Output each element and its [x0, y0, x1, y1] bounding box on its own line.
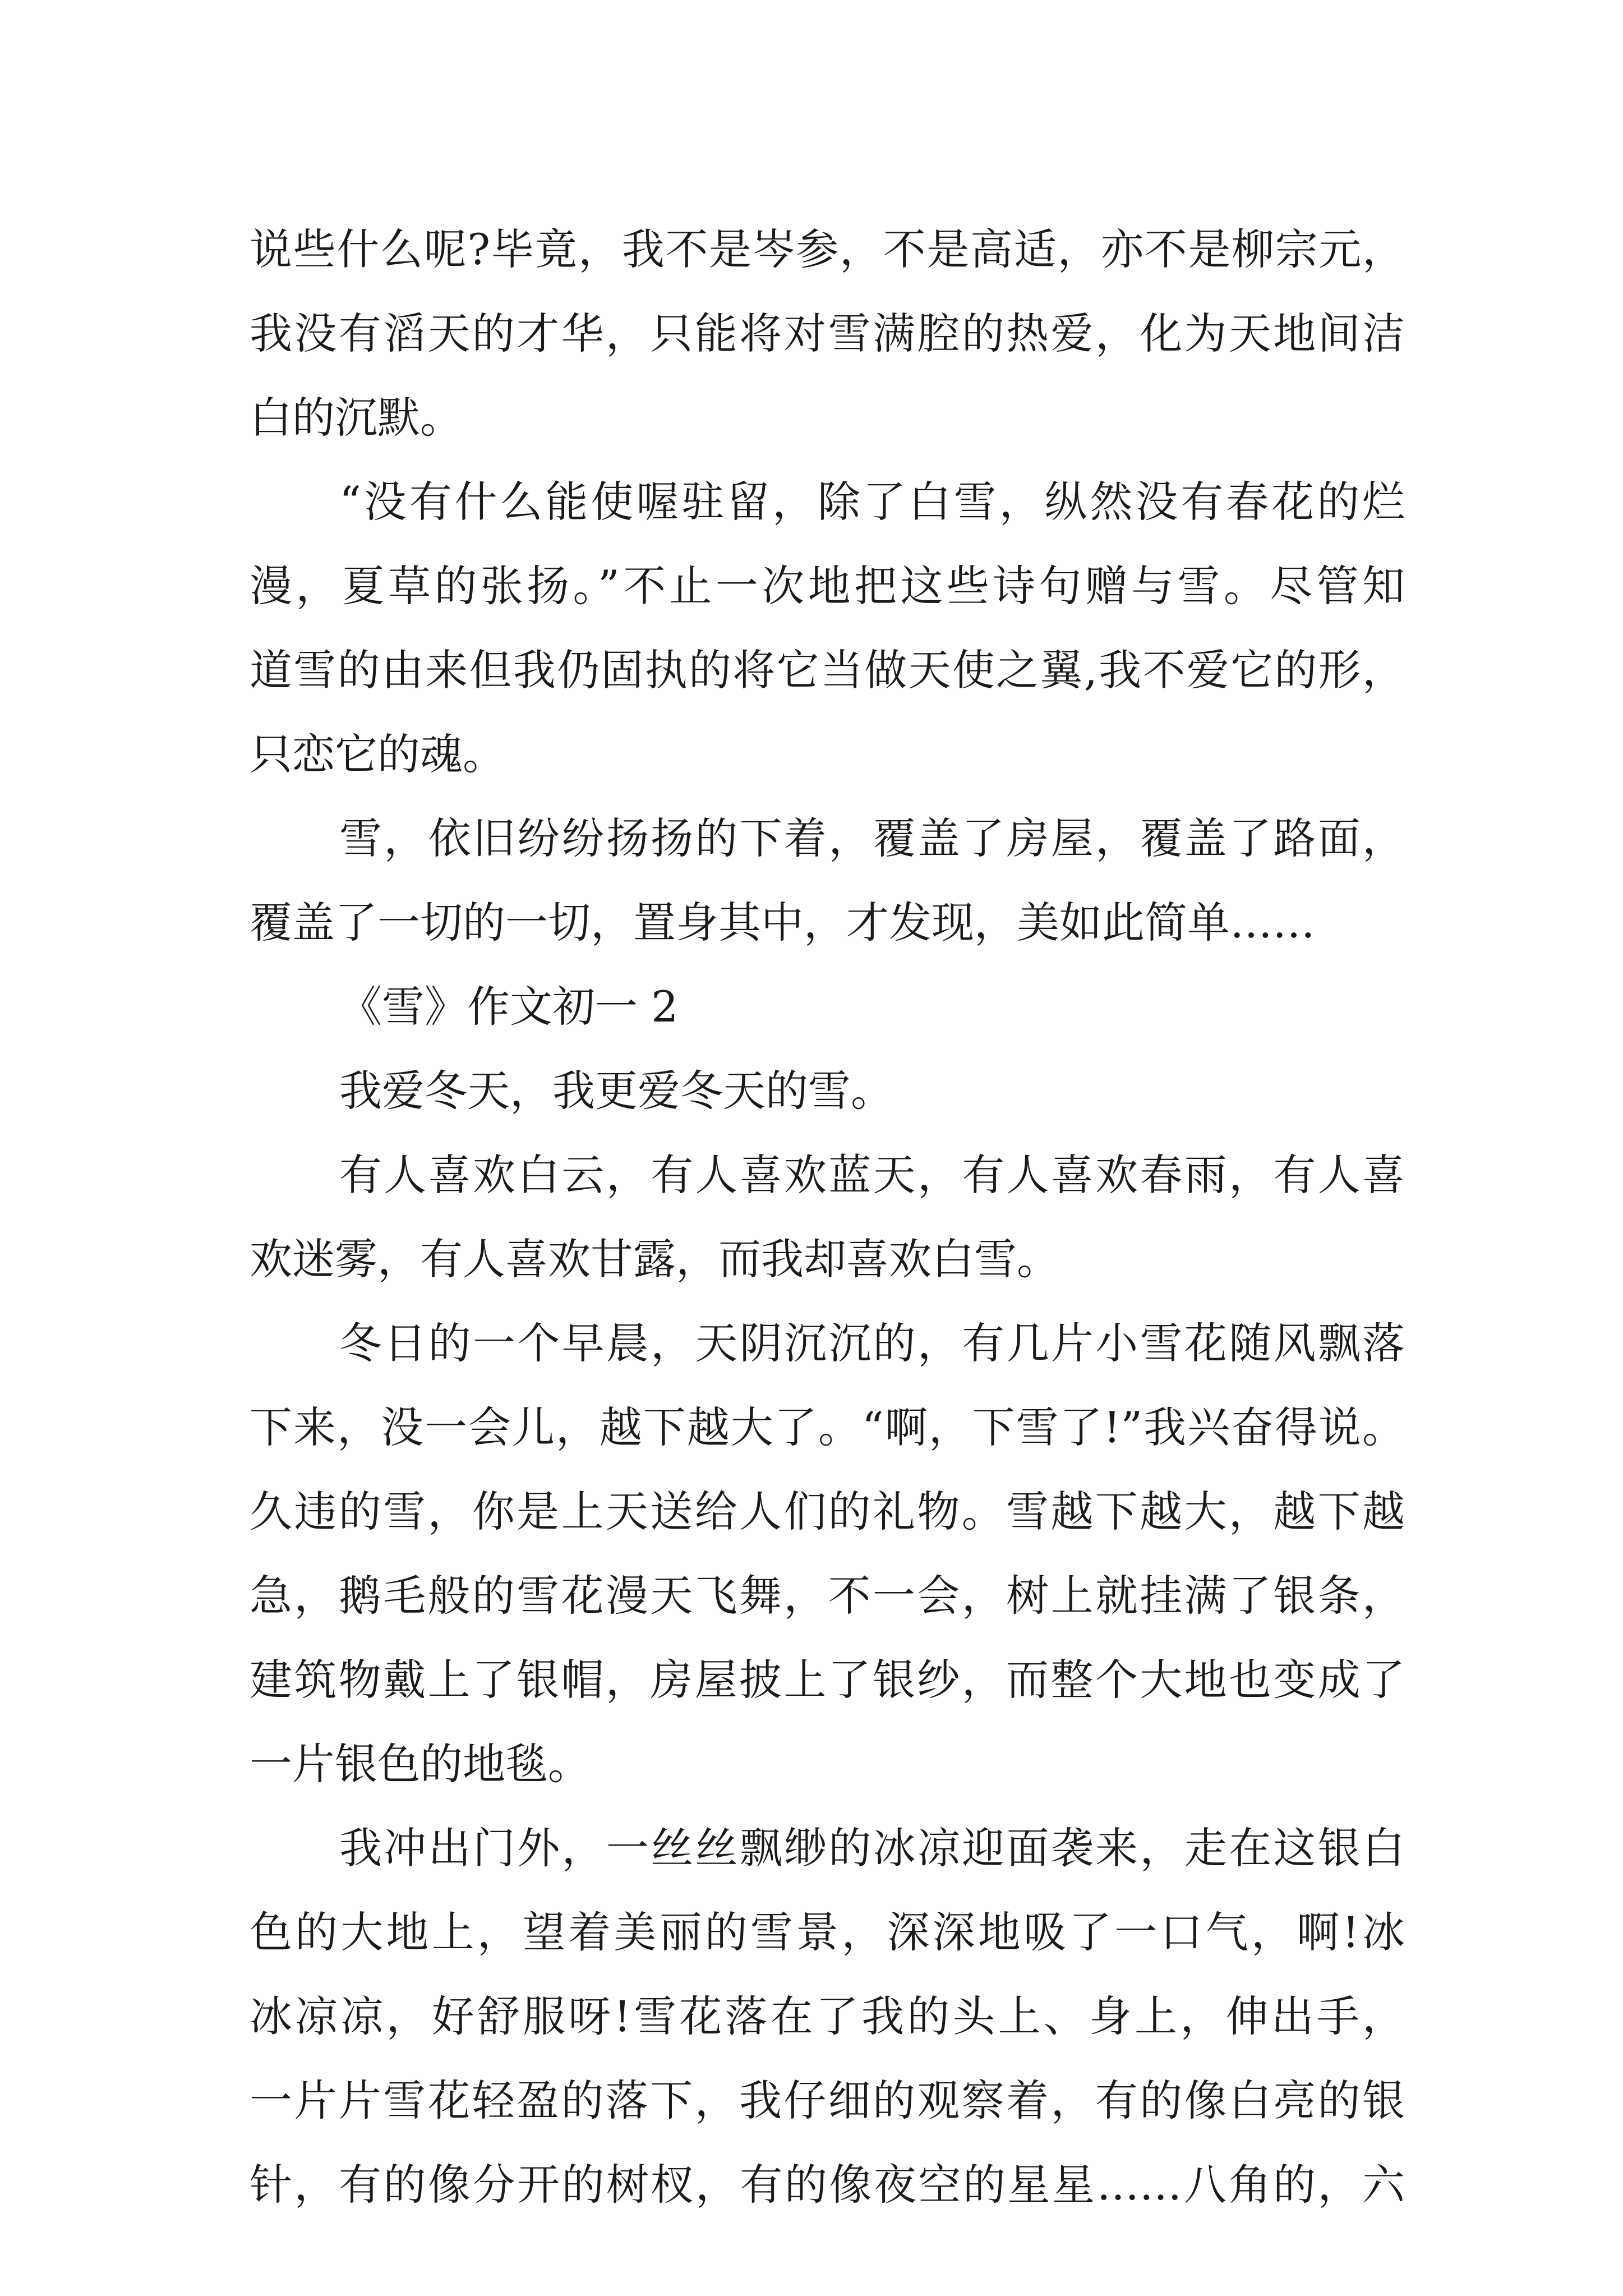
text-line: 急，鹅毛般的雪花漫天飞舞，不一会，树上就挂满了银条， — [250, 1571, 1405, 1621]
text-line: 雪，依旧纷纷扬扬的下着，覆盖了房屋，覆盖了路面， — [339, 813, 1405, 863]
text-line: 我爱冬天，我更爱冬天的雪。 — [339, 1066, 893, 1116]
section-heading: 《雪》作文初一 2 — [339, 982, 679, 1032]
text-line: 只恋它的魂。 — [250, 729, 505, 779]
text-line: 欢迷雾，有人喜欢甘露，而我却喜欢白雪。 — [250, 1234, 1059, 1284]
text-line: 我没有滔天的才华，只能将对雪满腔的热爱，化为天地间洁 — [250, 309, 1405, 358]
text-line: “没有什么能使喔驻留，除了白雪，纵然没有春花的烂 — [339, 477, 1405, 527]
text-line: 覆盖了一切的一切，置身其中，才发现，美如此简单…… — [250, 898, 1315, 947]
text-line: 建筑物戴上了银帽，房屋披上了银纱，而整个大地也变成了 — [250, 1655, 1405, 1705]
text-line: 一片片雪花轻盈的落下，我仔细的观察着，有的像白亮的银 — [250, 2076, 1405, 2125]
text-line: 漫，夏草的张扬。”不止一次地把这些诗句赠与雪。尽管知 — [250, 561, 1405, 611]
text-line: 有人喜欢白云，有人喜欢蓝天，有人喜欢春雨，有人喜 — [339, 1150, 1405, 1200]
document-page — [250, 208, 1405, 2227]
text-line: 色的大地上，望着美丽的雪景，深深地吸了一口气，啊!冰 — [250, 1907, 1405, 1957]
text-line: 下来，没一会儿，越下越大了。“啊，下雪了!”我兴奋得说。 — [250, 1402, 1405, 1452]
text-line: 我冲出门外，一丝丝飘缈的冰凉迎面袭来，走在这银白 — [339, 1823, 1405, 1873]
text-line: 白的沉默。 — [250, 393, 463, 443]
text-line: 一片银色的地毯。 — [250, 1739, 591, 1789]
text-line: 道雪的由来但我仍固执的将它当做天使之翼,我不爱它的形， — [250, 645, 1405, 695]
text-line: 冬日的一个早晨，天阴沉沉的，有几片小雪花随风飘落 — [339, 1318, 1405, 1368]
text-line: 久违的雪，你是上天送给人们的礼物。雪越下越大，越下越 — [250, 1487, 1405, 1536]
text-line: 说些什么呢?毕竟，我不是岑参，不是高适，亦不是柳宗元， — [250, 224, 1405, 274]
text-line: 冰凉凉，好舒服呀!雪花落在了我的头上、身上，伸出手， — [250, 1991, 1405, 2041]
text-line: 针，有的像分开的树杈，有的像夜空的星星……八角的，六 — [250, 2160, 1405, 2210]
